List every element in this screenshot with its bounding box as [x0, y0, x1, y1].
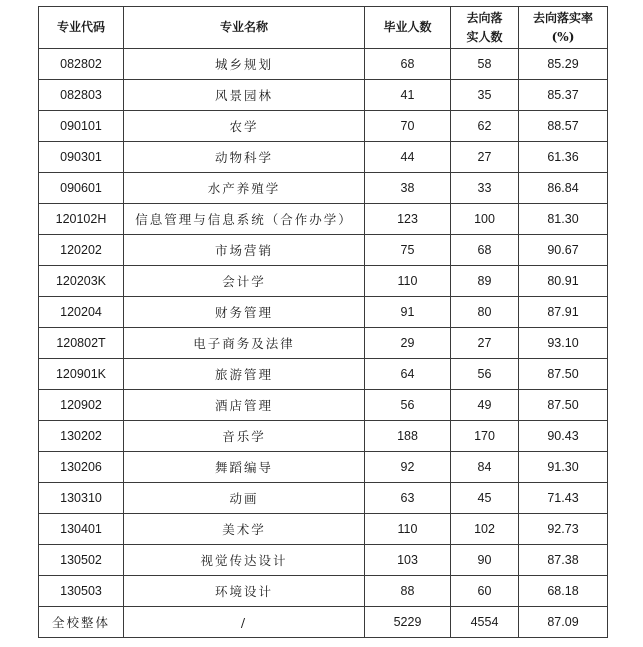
placed-cell: 56 [451, 359, 519, 390]
graduates-cell: 92 [365, 452, 451, 483]
table-row [39, 421, 608, 452]
table-row [39, 576, 608, 607]
placed-cell: 45 [451, 483, 519, 514]
total-rate: 87.09 [519, 607, 608, 638]
placed-cell: 33 [451, 173, 519, 204]
placed-cell: 27 [451, 328, 519, 359]
placed-cell: 170 [451, 421, 519, 452]
major-name-cell: 风景园林 [124, 80, 365, 111]
graduates-cell: 56 [365, 390, 451, 421]
table-row [39, 173, 608, 204]
graduates-cell: 110 [365, 514, 451, 545]
graduates-cell: 44 [365, 142, 451, 173]
major-code-cell: 120901K [39, 359, 124, 390]
header-placed [451, 7, 519, 49]
total-label: 全校整体 [39, 607, 124, 638]
placed-cell: 102 [451, 514, 519, 545]
graduates-cell: 41 [365, 80, 451, 111]
header-placed-line2: 实人数 [466, 29, 503, 44]
major-code-cell: 082803 [39, 80, 124, 111]
placed-cell: 90 [451, 545, 519, 576]
header-rate [519, 7, 608, 49]
header-graduates: 毕业人数 [365, 7, 451, 49]
rate-cell: 87.38 [519, 545, 608, 576]
major-code-cell: 120102H [39, 204, 124, 235]
major-code-cell: 082802 [39, 49, 124, 80]
major-code-cell: 130503 [39, 576, 124, 607]
placed-cell: 84 [451, 452, 519, 483]
major-name-cell: 酒店管理 [124, 390, 365, 421]
placed-cell: 58 [451, 49, 519, 80]
header-rate-line1: 去向落实率 [532, 10, 593, 25]
major-code-cell: 120202 [39, 235, 124, 266]
rate-cell: 85.37 [519, 80, 608, 111]
major-name-cell: 音乐学 [124, 421, 365, 452]
rate-cell: 87.91 [519, 297, 608, 328]
rate-cell: 92.73 [519, 514, 608, 545]
major-code-cell: 120203K [39, 266, 124, 297]
major-code-cell: 090601 [39, 173, 124, 204]
rate-cell: 61.36 [519, 142, 608, 173]
rate-cell: 86.84 [519, 173, 608, 204]
header-rate-line2: (%) [551, 29, 575, 44]
total-name: / [124, 607, 365, 638]
header-row [39, 7, 608, 49]
rate-cell: 87.50 [519, 390, 608, 421]
major-code-cell: 130502 [39, 545, 124, 576]
graduates-cell: 103 [365, 545, 451, 576]
major-name-cell: 信息管理与信息系统（合作办学） [124, 204, 365, 235]
placed-cell: 68 [451, 235, 519, 266]
graduates-cell: 91 [365, 297, 451, 328]
rate-cell: 85.29 [519, 49, 608, 80]
major-name-cell: 电子商务及法律 [124, 328, 365, 359]
major-name-cell: 美术学 [124, 514, 365, 545]
placed-cell: 49 [451, 390, 519, 421]
major-name-cell: 舞蹈编导 [124, 452, 365, 483]
major-code-cell: 120802T [39, 328, 124, 359]
header-placed-line1: 去向落 [466, 10, 503, 25]
table-row [39, 545, 608, 576]
graduates-cell: 64 [365, 359, 451, 390]
graduates-cell: 68 [365, 49, 451, 80]
major-code-cell: 130206 [39, 452, 124, 483]
major-name-cell: 视觉传达设计 [124, 545, 365, 576]
major-name-cell: 动物科学 [124, 142, 365, 173]
graduates-cell: 75 [365, 235, 451, 266]
table-row [39, 483, 608, 514]
major-name-cell: 财务管理 [124, 297, 365, 328]
graduates-cell: 110 [365, 266, 451, 297]
major-code-cell: 120902 [39, 390, 124, 421]
placement-rate-table [38, 6, 608, 638]
table-row [39, 266, 608, 297]
rate-cell: 90.43 [519, 421, 608, 452]
table-row [39, 111, 608, 142]
table-row [39, 235, 608, 266]
table-row [39, 390, 608, 421]
table-body [39, 49, 608, 607]
graduates-cell: 70 [365, 111, 451, 142]
rate-cell: 90.67 [519, 235, 608, 266]
major-code-cell: 130202 [39, 421, 124, 452]
table-row [39, 142, 608, 173]
placed-cell: 27 [451, 142, 519, 173]
total-graduates: 5229 [365, 607, 451, 638]
major-name-cell: 动画 [124, 483, 365, 514]
total-placed: 4554 [451, 607, 519, 638]
major-name-cell: 水产养殖学 [124, 173, 365, 204]
rate-cell: 87.50 [519, 359, 608, 390]
graduates-cell: 38 [365, 173, 451, 204]
major-name-cell: 城乡规划 [124, 49, 365, 80]
major-code-cell: 120204 [39, 297, 124, 328]
placed-cell: 80 [451, 297, 519, 328]
placed-cell: 100 [451, 204, 519, 235]
major-code-cell: 090301 [39, 142, 124, 173]
placed-cell: 35 [451, 80, 519, 111]
major-name-cell: 农学 [124, 111, 365, 142]
table-row [39, 514, 608, 545]
table-row [39, 80, 608, 111]
header-major-code: 专业代码 [39, 7, 124, 49]
major-name-cell: 旅游管理 [124, 359, 365, 390]
graduates-cell: 29 [365, 328, 451, 359]
total-row [39, 607, 608, 638]
major-name-cell: 市场营销 [124, 235, 365, 266]
table-row [39, 204, 608, 235]
placed-cell: 89 [451, 266, 519, 297]
major-code-cell: 090101 [39, 111, 124, 142]
major-code-cell: 130401 [39, 514, 124, 545]
rate-cell: 80.91 [519, 266, 608, 297]
major-name-cell: 会计学 [124, 266, 365, 297]
graduates-cell: 123 [365, 204, 451, 235]
table-row [39, 297, 608, 328]
rate-cell: 93.10 [519, 328, 608, 359]
graduates-cell: 188 [365, 421, 451, 452]
header-major-name: 专业名称 [124, 7, 365, 49]
rate-cell: 68.18 [519, 576, 608, 607]
major-code-cell: 130310 [39, 483, 124, 514]
table-row [39, 328, 608, 359]
rate-cell: 88.57 [519, 111, 608, 142]
rate-cell: 71.43 [519, 483, 608, 514]
table-row [39, 452, 608, 483]
table-row [39, 49, 608, 80]
table-row [39, 359, 608, 390]
rate-cell: 81.30 [519, 204, 608, 235]
graduates-cell: 63 [365, 483, 451, 514]
placed-cell: 60 [451, 576, 519, 607]
graduates-cell: 88 [365, 576, 451, 607]
major-name-cell: 环境设计 [124, 576, 365, 607]
placed-cell: 62 [451, 111, 519, 142]
rate-cell: 91.30 [519, 452, 608, 483]
